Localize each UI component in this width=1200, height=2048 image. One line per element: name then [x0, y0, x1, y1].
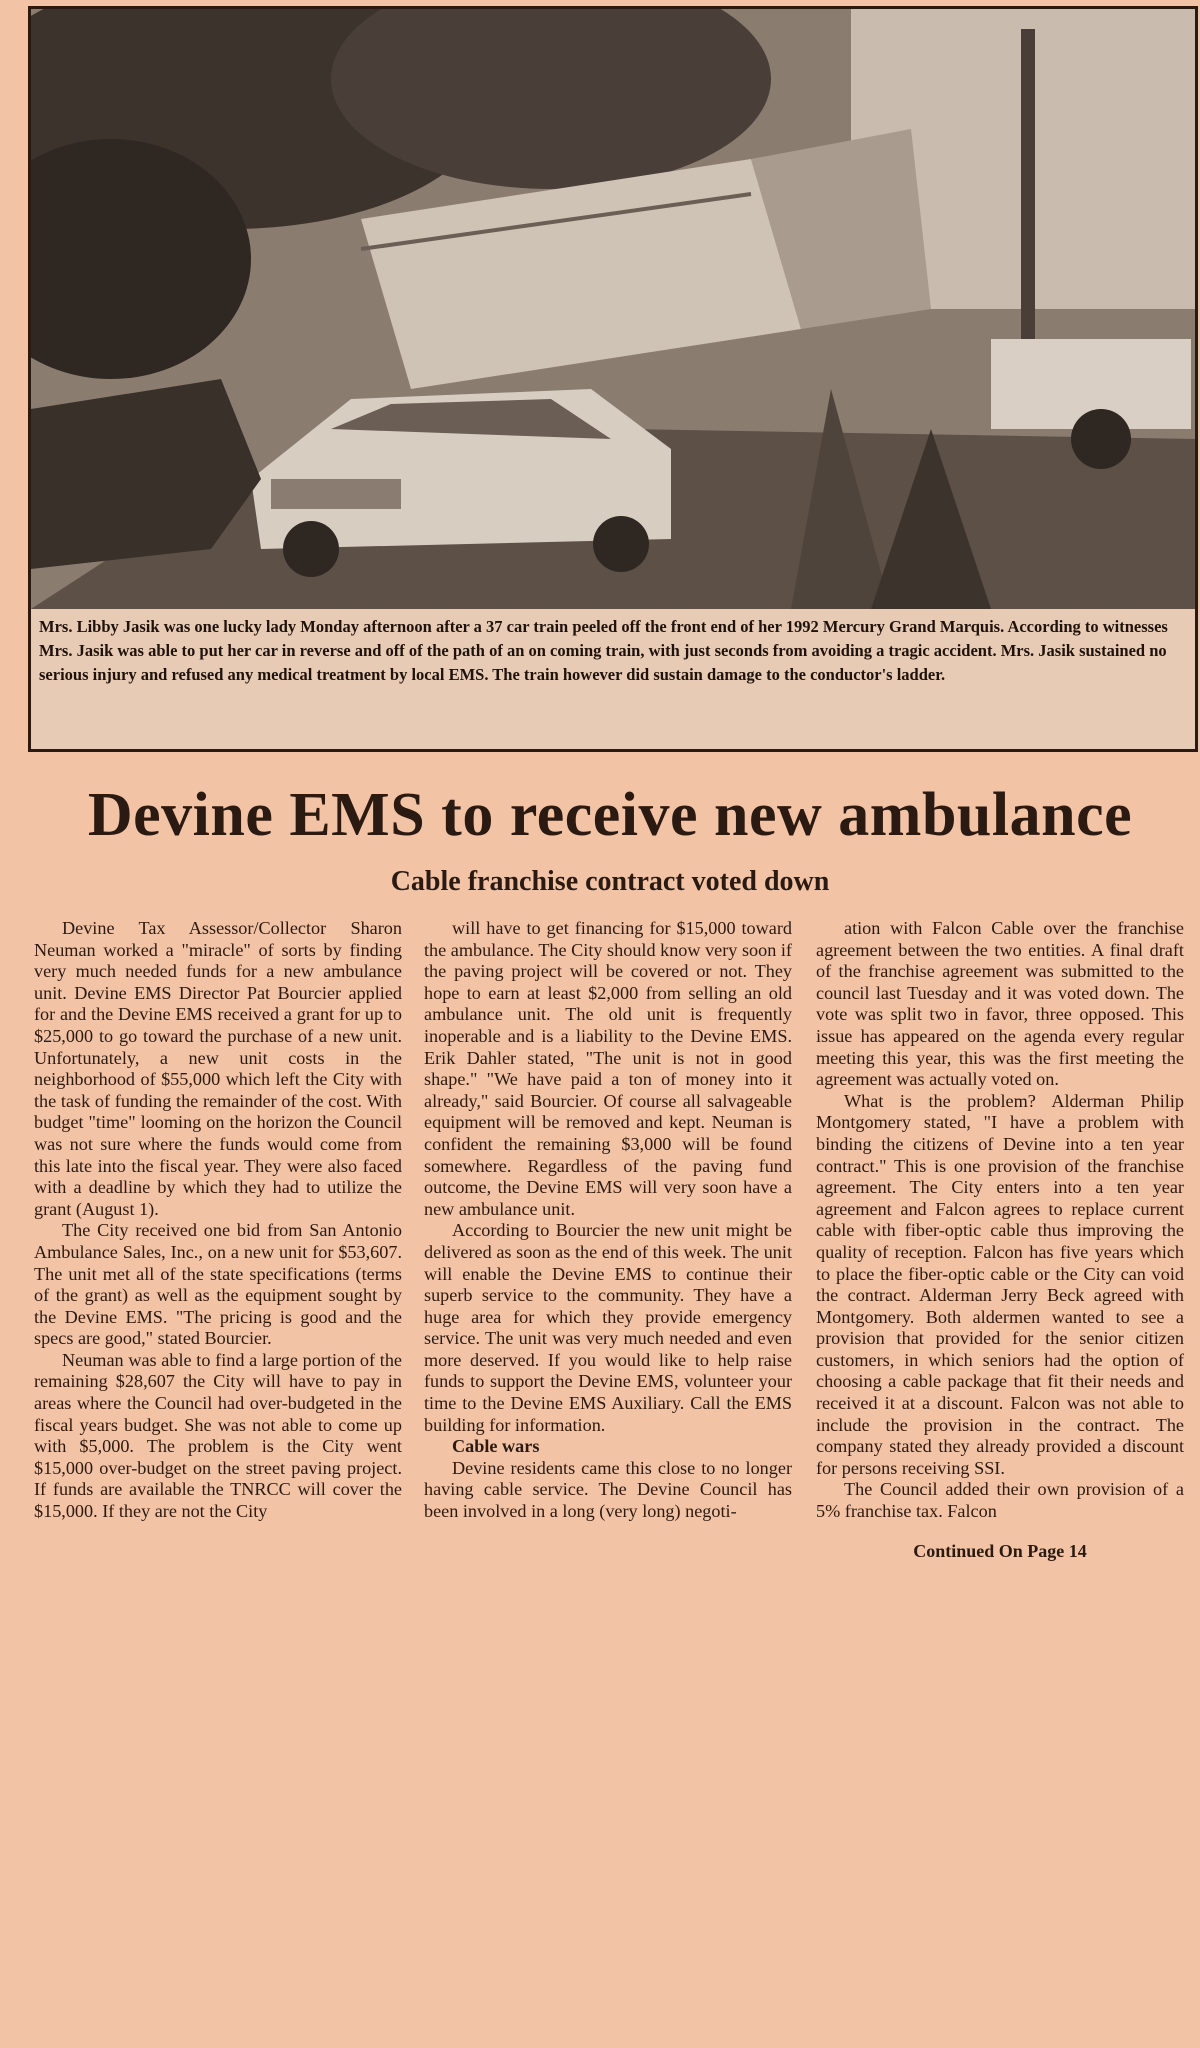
paragraph: Neuman was able to find a large portion of the remaining $28,607 the City will have to pay in areas where the Council had over-budgeted in the fiscal years budget. She was not able to come up with $5,000. The problem is the City went $15,000 over-budget on the street paving project. If funds are available the TNRCC will cover the $15,000. If they are not the City [34, 1349, 402, 1522]
article-column-1 [34, 918, 402, 2048]
train-accident-photo [31, 9, 1195, 609]
paragraph: ation with Falcon Cable over the franchise agreement between the two entities. A final draft of the franchise agreement was submitted to the council last Tuesday and it was voted down. The vote was split two in favor, three opposed. This issue has appeared on the agenda every regular meeting this year, this was the first meeting the agreement was actually voted on. [816, 918, 1184, 1090]
paragraph: According to Bourcier the new unit might be delivered as soon as the end of this week. The unit will enable the Devine EMS to continue their superb service to the community. They have a huge area for which they provide emergency service. The unit was very much needed and even more deserved. If you would like to help raise funds to support the Devine EMS, volunteer your time to the Devine EMS Auxiliary. Call the EMS building for information. [424, 1220, 792, 1435]
news-photo-frame [28, 6, 1198, 752]
photo-caption: Mrs. Libby Jasik was one lucky lady Monday afternoon after a 37 car train peeled off the front end of her 1992 Mercury Grand Marquis. According to witnesses Mrs. Jasik was able to put her car in reverse and off of the path of an on coming train, with just seconds from avoiding a tragic accident. Mrs. Jasik sustained no serious injury and refused any medical treatment by local EMS. The train however did sustain damage to the conductor's ladder. [39, 617, 1168, 684]
article-column-2 [424, 918, 792, 2048]
paragraph: will have to get financing for $15,000 toward the ambulance. The City should know very soon if the paving project will be covered or not. They hope to earn at least $2,000 from selling an old ambulance unit. The old unit is frequently inoperable and is a liability to the Devine EMS. Erik Dahler stated, "The unit is not in good shape." "We have paid a ton of money into it already," said Bourcier. Of course all salvageable equipment will be removed and kept. Neuman is confident the remaining $3,000 will be found somewhere. Regardless of the paving fund outcome, the Devine EMS will very soon have a new ambulance unit. [424, 918, 792, 1219]
article-column-3 [816, 918, 1184, 2048]
paragraph: The City received one bid from San Antonio Ambulance Sales, Inc., on a new unit for $53,607. The unit met all of the state specifications (terms of the grant) as well as the equipment sought by the Devine EMS. "The pricing is good and the specs are good," stated Bourcier. [34, 1220, 402, 1349]
article-headline: Devine EMS to receive new ambulance [87, 781, 1133, 849]
cable-wars-heading: Cable wars [452, 1436, 540, 1457]
paragraph: Devine Tax Assessor/Collector Sharon Neuman worked a "miracle" of sorts by finding very much needed funds for a new ambulance unit. Devine EMS Director Pat Bourcier applied for and the Devine EMS received a grant for up to $25,000 to go toward the purchase of a new unit. Unfortunately, a new unit costs in the neighborhood of $55,000 which left the City with the task of funding the remainder of the cost. With budget "time" looming on the horizon the Council was not sure where the funds would come from this late into the fiscal year. They were also faced with a deadline by which they had to utilize the grant (August 1). [34, 918, 402, 1219]
continued-on-page: Continued On Page 14 [913, 1540, 1087, 1561]
paragraph: The Council added their own provision of a 5% franchise tax. Falcon [816, 1479, 1184, 1522]
paragraph: What is the problem? Alderman Philip Montgomery stated, "I have a problem with binding the citizens of Devine into a ten year contract." This is one provision of the franchise agreement. The City enters into a ten year agreement and Falcon agrees to replace current cable with fiber-optic cable thus improving the quality of reception. Falcon has five years which to place the fiber-optic cable or the City can void the contract. Alderman Jerry Beck agreed with Montgomery. Both aldermen wanted to see a provision that provided for the senior citizen customers, in which seniors had the option of choosing a cable package that fit their needs and received it at a discount. Falcon was not able to include the provision in the contract. The company stated they already provided a discount for persons receiving SSI. [816, 1090, 1184, 1478]
article-subhead: Cable franchise contract voted down [390, 866, 830, 897]
paragraph: Devine residents came this close to no longer having cable service. The Devine Council has been involved in a long (very long) negoti- [424, 1457, 792, 1522]
news-photo [31, 9, 1195, 609]
